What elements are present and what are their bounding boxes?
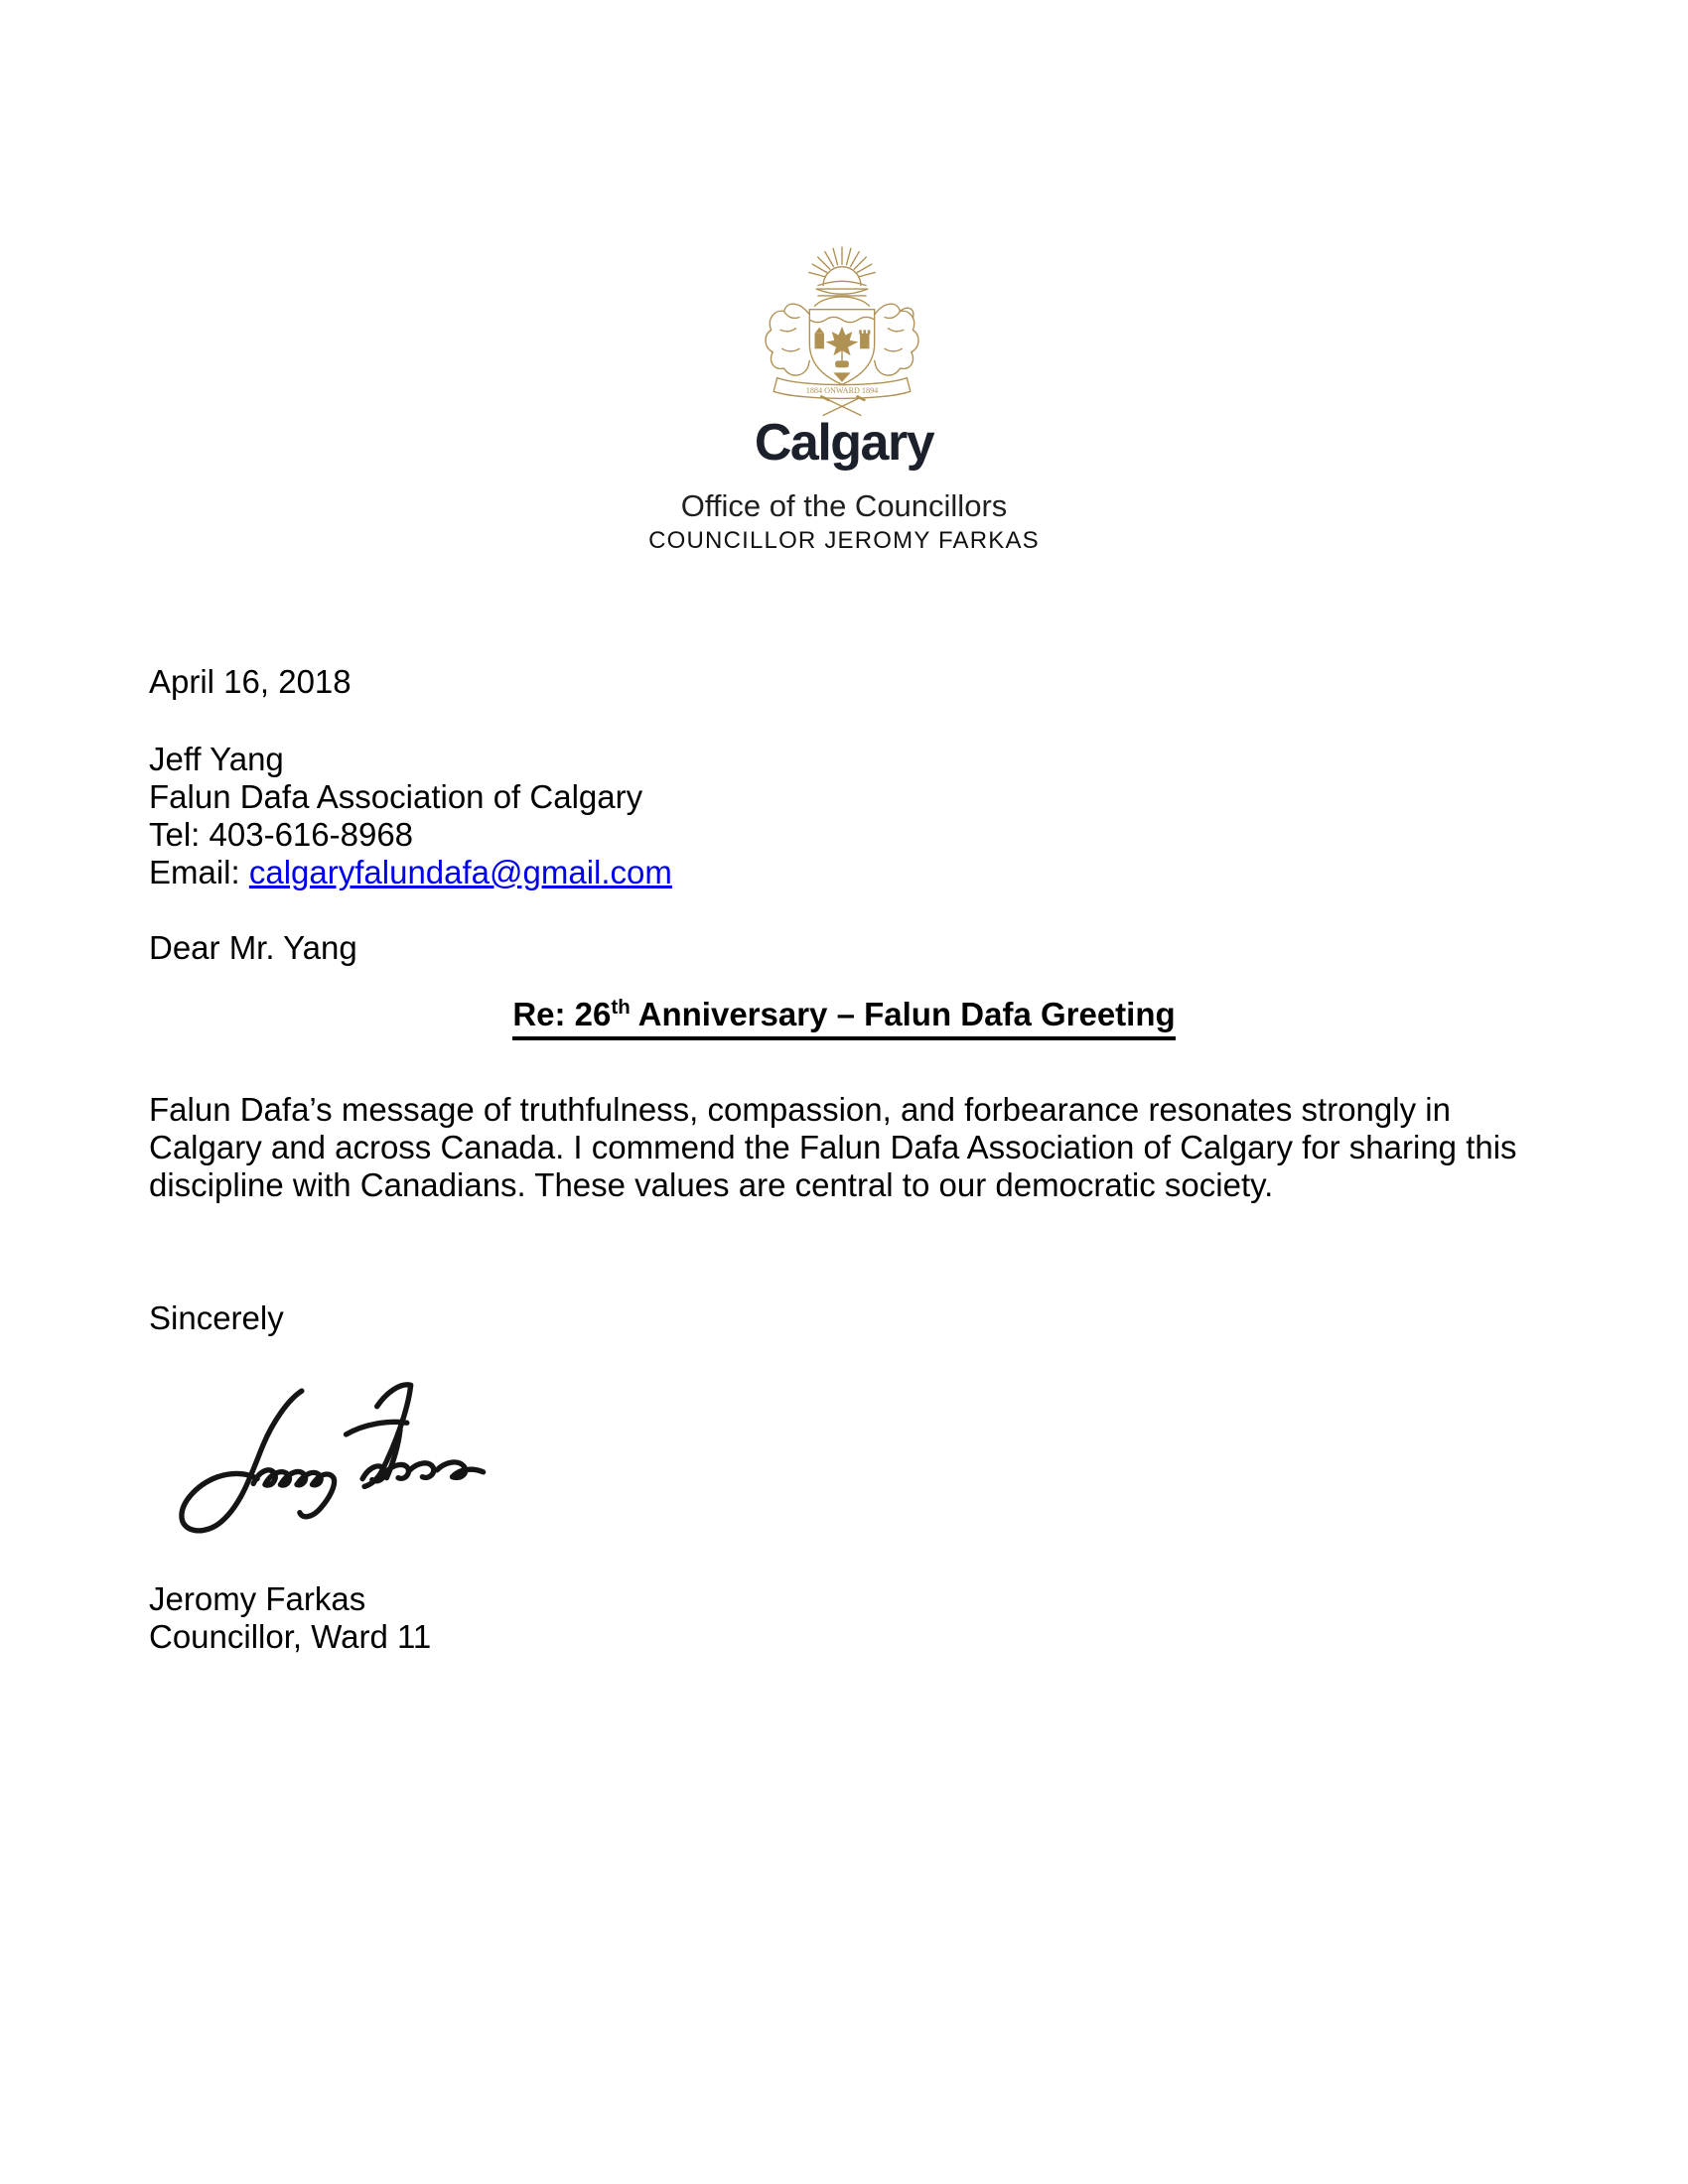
email-link[interactable]: calgaryfalundafa@gmail.com	[248, 854, 672, 890]
email-label: Email:	[149, 854, 249, 890]
signer-title: Councillor, Ward 11	[149, 1618, 432, 1655]
closing-word: Sincerely	[149, 1299, 284, 1336]
body-line: Falun Dafa’s message of truthfulness, compassion, and forbearance resonates strongly in	[149, 1091, 1451, 1128]
calgary-coat-of-arms-icon	[757, 234, 927, 423]
recipient-telephone: Tel: 403-616-8968	[149, 816, 414, 853]
recipient-organization: Falun Dafa Association of Calgary	[149, 778, 643, 815]
crest-steer-supporter	[875, 304, 918, 375]
crest-sun-rays	[809, 247, 875, 277]
office-name: Office of the Councillors	[680, 488, 1008, 523]
crest-banner-text: 1884 ONWARD 1894	[805, 386, 879, 396]
recipient-block	[149, 741, 672, 891]
body-paragraph	[149, 1091, 1539, 1204]
calgary-wordmark: Calgary	[754, 414, 934, 472]
recipient-name: Jeff Yang	[149, 741, 284, 777]
handwritten-signature-icon	[157, 1368, 504, 1570]
signer-name: Jeromy Farkas	[149, 1580, 366, 1617]
subject-line	[0, 996, 1688, 1040]
councillor-name-header: COUNCILLOR JEROMY FARKAS	[648, 527, 1040, 554]
letter-date: April 16, 2018	[149, 663, 352, 700]
subject-text	[512, 996, 1175, 1040]
body-line: Calgary and across Canada. I commend the Falun Dafa Association of Calgary for sharing this	[149, 1129, 1517, 1165]
salutation: Dear Mr. Yang	[149, 929, 357, 966]
body-line: discipline with Canadians. These values are central to our democratic society.	[149, 1166, 1274, 1203]
subject-rest: Anniversary – Falun Dafa Greeting	[630, 996, 1176, 1032]
subject-superscript: th	[611, 996, 631, 1019]
recipient-email-line	[149, 854, 672, 891]
subject-prefix: Re: 26	[512, 996, 612, 1032]
crest-horse-supporter	[766, 304, 809, 375]
